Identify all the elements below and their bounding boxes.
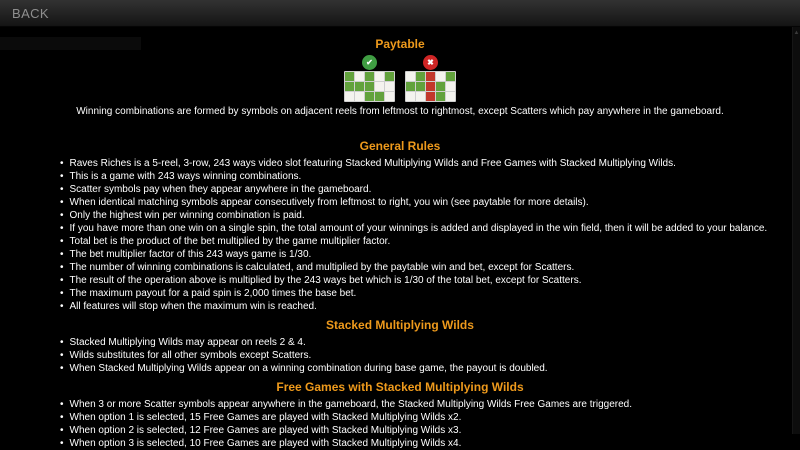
rule-item: • Raves Riches is a 5-reel, 3-row, 243 ways video slot featuring Stacked Multiplying Wilds and Free Games with Stacked Multiplying Wilds.: [60, 157, 760, 170]
winning-grid: [344, 71, 395, 102]
grid-cell: [436, 72, 445, 81]
rule-item: • Scatter symbols pay when they appear anywhere in the gameboard.: [60, 183, 760, 196]
grid-cell: [416, 92, 425, 101]
losing-grid: [405, 71, 456, 102]
grid-cell: [446, 82, 455, 91]
rule-item: • The result of the operation above is multiplied by the 243 ways bet which is 1/30 of the total bet, except for Scatters.: [60, 274, 760, 287]
grid-cell: [436, 82, 445, 91]
free-games-list: [0, 398, 800, 450]
rule-item: • This is a game with 243 ways winning combinations.: [60, 170, 760, 183]
losing-example: [405, 55, 456, 102]
grid-cell: [426, 72, 435, 81]
paytable-caption: Winning combinations are formed by symbols on adjacent reels from leftmost to rightmost, except Scatters which pay anywhere in the gameboard.: [76, 106, 724, 117]
scrollbar[interactable]: [792, 27, 800, 434]
rule-item: • Stacked Multiplying Wilds may appear on reels 2 & 4.: [60, 336, 760, 349]
grid-cell: [385, 92, 394, 101]
grid-cell: [426, 82, 435, 91]
grid-cell: [345, 72, 354, 81]
faint-panel: [0, 37, 141, 50]
grid-cell: [406, 92, 415, 101]
section-title-general-rules: General Rules: [359, 139, 441, 153]
grid-cell: [446, 92, 455, 101]
section-title-free-games: Free Games with Stacked Multiplying Wilds: [276, 380, 524, 394]
rule-item: • The number of winning combinations is calculated, and multiplied by the paytable win and bet, except for Scatters.: [60, 261, 760, 274]
grid-cell: [345, 92, 354, 101]
section-title-stacked-wilds: Stacked Multiplying Wilds: [326, 318, 474, 332]
grid-cell: [365, 72, 374, 81]
grid-cell: [375, 92, 384, 101]
rule-item: • If you have more than one win on a single spin, the total amount of your winnings is added and displayed in the win field, then it will be added to your balance.: [60, 222, 760, 235]
grid-cell: [355, 92, 364, 101]
grid-cell: [355, 72, 364, 81]
rule-item: • When identical matching symbols appear consecutively from leftmost to right, you win (see paytable for more details).: [60, 196, 760, 209]
grid-cell: [355, 82, 364, 91]
ways-pay-examples: [0, 55, 800, 102]
scroll-up-icon[interactable]: ▲: [793, 30, 800, 36]
grid-cell: [385, 82, 394, 91]
paytable-page: [0, 38, 800, 450]
cross-icon: ✖: [423, 55, 438, 70]
grid-cell: [385, 72, 394, 81]
grid-cell: [416, 82, 425, 91]
grid-cell: [375, 72, 384, 81]
rule-item: • When Stacked Multiplying Wilds appear on a winning combination during base game, the payout is doubled.: [60, 362, 760, 375]
grid-cell: [365, 82, 374, 91]
rule-item: • The bet multiplier factor of this 243 ways game is 1/30.: [60, 248, 760, 261]
grid-cell: [436, 92, 445, 101]
grid-cell: [365, 92, 374, 101]
rule-item: • When 3 or more Scatter symbols appear anywhere in the gameboard, the Stacked Multiplying Wilds Free Games are triggered.: [60, 398, 760, 411]
rule-item: • Wilds substitutes for all other symbols except Scatters.: [60, 349, 760, 362]
top-bar: [0, 0, 800, 27]
back-button[interactable]: BACK: [12, 5, 50, 21]
rule-item: • When option 2 is selected, 12 Free Games are played with Stacked Multiplying Wilds x3.: [60, 424, 760, 437]
rule-item: • Only the highest win per winning combination is paid.: [60, 209, 760, 222]
grid-cell: [426, 92, 435, 101]
grid-cell: [446, 72, 455, 81]
grid-cell: [375, 82, 384, 91]
winning-example: [344, 55, 395, 102]
grid-cell: [416, 72, 425, 81]
rule-item: • When option 1 is selected, 15 Free Games are played with Stacked Multiplying Wilds x2.: [60, 411, 760, 424]
check-icon: ✔: [362, 55, 377, 70]
rule-item: • The maximum payout for a paid spin is 2,000 times the base bet.: [60, 287, 760, 300]
rule-item: • When option 3 is selected, 10 Free Games are played with Stacked Multiplying Wilds x4.: [60, 437, 760, 450]
stacked-wilds-list: [0, 336, 800, 375]
grid-cell: [345, 82, 354, 91]
general-rules-list: [0, 157, 800, 313]
paytable-title: Paytable: [375, 37, 425, 51]
rule-item: • Total bet is the product of the bet multiplied by the game multiplier factor.: [60, 235, 760, 248]
grid-cell: [406, 72, 415, 81]
rule-item: • All features will stop when the maximum win is reached.: [60, 300, 760, 313]
grid-cell: [406, 82, 415, 91]
